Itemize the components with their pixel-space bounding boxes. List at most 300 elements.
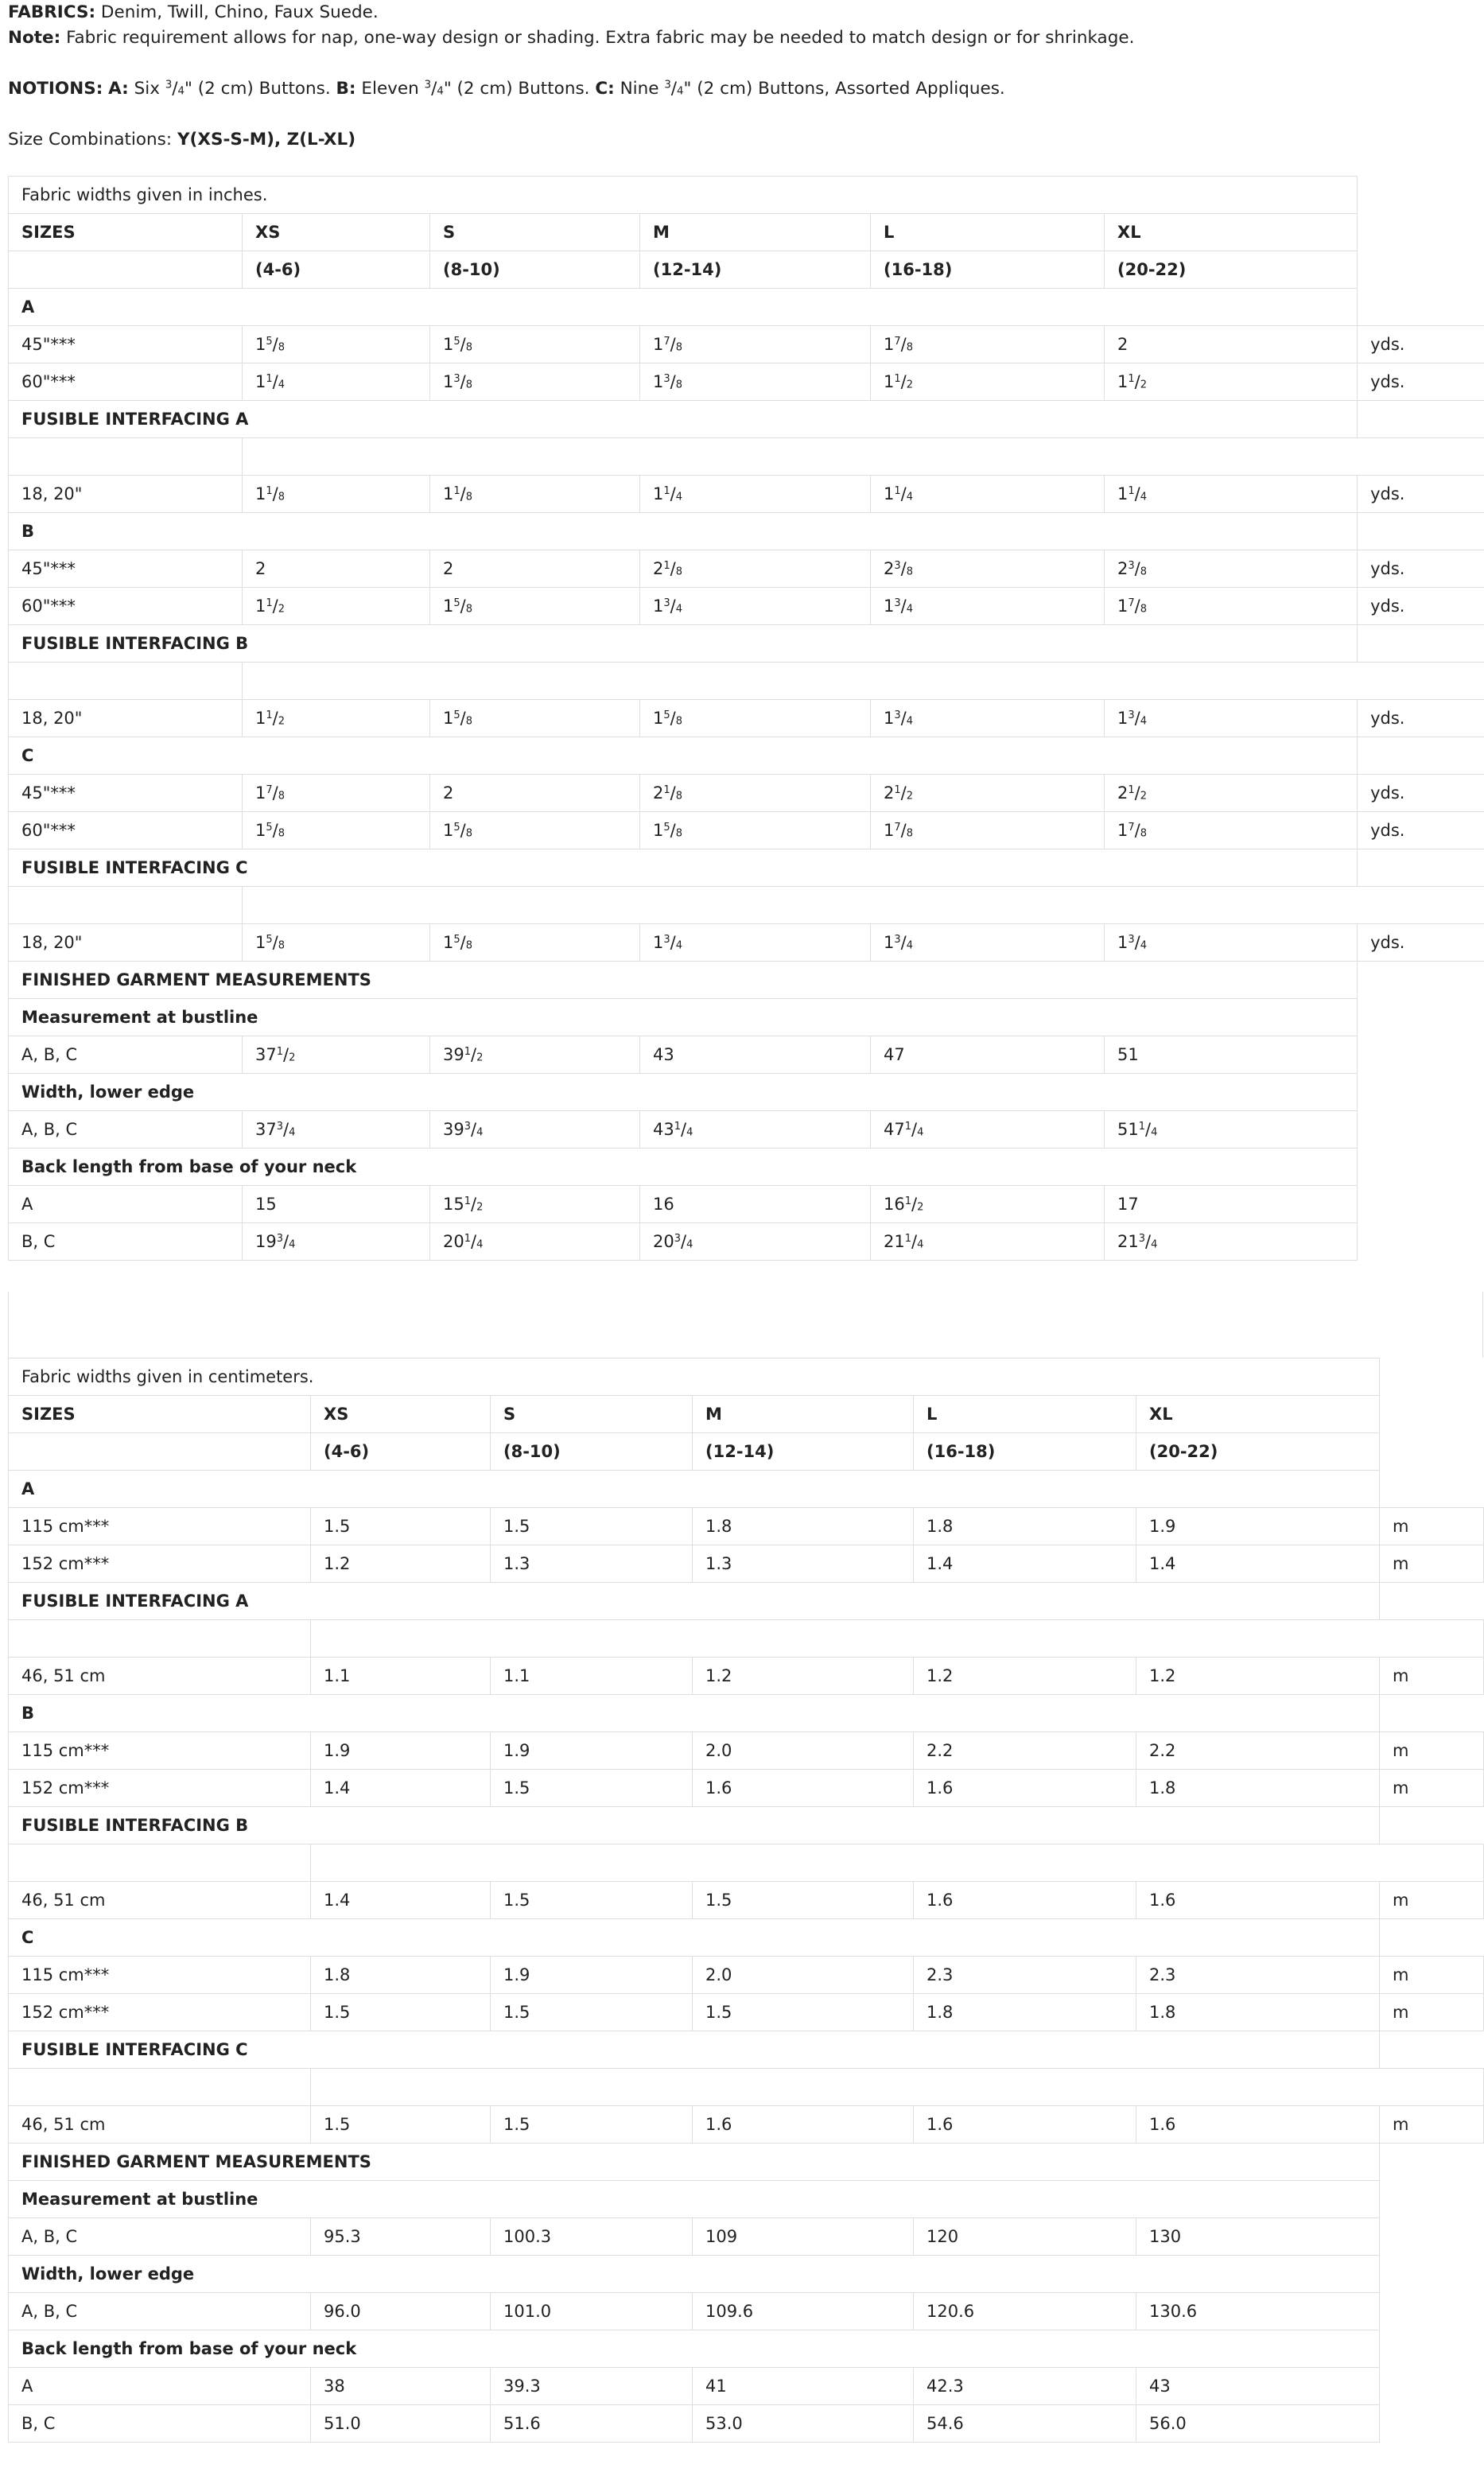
section-heading: Back length from base of your neck bbox=[9, 1149, 1358, 1186]
section-row bbox=[9, 2256, 1484, 2293]
size-header-m: M bbox=[640, 214, 871, 251]
cell-xl: 2.3 bbox=[1136, 1957, 1380, 1994]
cell-m: $1^5/_8$ bbox=[640, 812, 871, 849]
cell-l: 54.6 bbox=[914, 2405, 1136, 2443]
cell-s: 39.3 bbox=[491, 2368, 693, 2405]
cell-m: 1.5 bbox=[693, 1994, 914, 2031]
table-row bbox=[9, 326, 1484, 363]
cell-xl: $51^1/_4$ bbox=[1105, 1111, 1358, 1149]
cell-row-label: 45"*** bbox=[9, 550, 243, 588]
cell-row-label: B, C bbox=[9, 1223, 243, 1261]
cell-l: 42.3 bbox=[914, 2368, 1136, 2405]
cell-row-label: 152 cm*** bbox=[9, 1545, 311, 1583]
cell-row-label: 115 cm*** bbox=[9, 1957, 311, 1994]
cell-xs: 1.2 bbox=[311, 1545, 491, 1583]
section-heading: FINISHED GARMENT MEASUREMENTS bbox=[9, 962, 1358, 999]
empty-cell bbox=[1358, 214, 1484, 251]
cell-m: 109 bbox=[693, 2218, 914, 2256]
section-heading: FUSIBLE INTERFACING A bbox=[9, 1583, 1380, 1620]
cell-s: $1^1/_8$ bbox=[430, 476, 640, 513]
cell-l: 2.2 bbox=[914, 1732, 1136, 1770]
cell-xl: $1^1/_2$ bbox=[1105, 363, 1358, 401]
cell-s: $20^1/_4$ bbox=[430, 1223, 640, 1261]
notion-a-text: Six $^3/_4$" (2 cm) Buttons. bbox=[134, 79, 331, 99]
cell-row-label: 45"*** bbox=[9, 775, 243, 812]
empty-cell bbox=[1358, 962, 1484, 999]
section-row bbox=[9, 1074, 1484, 1111]
section-heading: FINISHED GARMENT MEASUREMENTS bbox=[9, 2144, 1380, 2181]
cell-xs: 1.5 bbox=[311, 1994, 491, 2031]
section-row bbox=[9, 1471, 1484, 1508]
unit-cell: m bbox=[1380, 1508, 1484, 1545]
cell-xl: 1.9 bbox=[1136, 1508, 1380, 1545]
cell-xs: 1.5 bbox=[311, 2106, 491, 2144]
size-header-s: S bbox=[491, 1396, 693, 1433]
cell-s: 2 bbox=[430, 550, 640, 588]
note-text: Fabric requirement allows for nap, one-way design or shading. Extra fabric may be needed to match design or for shrinkage. bbox=[66, 28, 1135, 48]
measurement-row bbox=[9, 1186, 1484, 1223]
cell-xs: $1^5/_8$ bbox=[243, 924, 430, 962]
size-header-row bbox=[9, 1396, 1484, 1433]
cell-xs: $19^3/_4$ bbox=[243, 1223, 430, 1261]
cell-xs: $1^1/_2$ bbox=[243, 700, 430, 737]
empty-cell bbox=[1358, 1186, 1484, 1223]
cell-l: $1^3/_4$ bbox=[871, 588, 1105, 625]
cell-l: $1^1/_2$ bbox=[871, 363, 1105, 401]
notion-b-text: Eleven $^3/_4$" (2 cm) Buttons. bbox=[361, 79, 590, 99]
section-row bbox=[9, 2031, 1484, 2069]
empty-cell bbox=[311, 1620, 1484, 1658]
fabrics-text: Denim, Twill, Chino, Faux Suede. bbox=[100, 2, 379, 22]
cell-xl: 43 bbox=[1136, 2368, 1380, 2405]
empty-cell bbox=[1380, 1695, 1484, 1732]
cell-s: 1.9 bbox=[491, 1732, 693, 1770]
unit-cell: m bbox=[1380, 1957, 1484, 1994]
empty-cell bbox=[1380, 1358, 1484, 1396]
cell-xl: $2^1/_2$ bbox=[1105, 775, 1358, 812]
unit-cell: m bbox=[1380, 1994, 1484, 2031]
empty-cell bbox=[1358, 251, 1484, 289]
cell-xl: $1^7/_8$ bbox=[1105, 588, 1358, 625]
cell-xs: $1^1/_8$ bbox=[243, 476, 430, 513]
cell-xs: $37^1/_2$ bbox=[243, 1036, 430, 1074]
table-row bbox=[9, 1994, 1484, 2031]
cell-m: $1^1/_4$ bbox=[640, 476, 871, 513]
measurement-row bbox=[9, 2405, 1484, 2443]
cell-xs: $1^1/_4$ bbox=[243, 363, 430, 401]
size-header-xs: XS bbox=[243, 214, 430, 251]
cell-m: $1^3/_4$ bbox=[640, 588, 871, 625]
blank-row bbox=[9, 1620, 1484, 1658]
cell-s: 100.3 bbox=[491, 2218, 693, 2256]
blank-row bbox=[9, 2069, 1484, 2106]
cell-m: 1.6 bbox=[693, 1770, 914, 1807]
section-heading: Back length from base of your neck bbox=[9, 2330, 1380, 2368]
unit-cell: m bbox=[1380, 1770, 1484, 1807]
cell-row-label: 152 cm*** bbox=[9, 1994, 311, 2031]
cell-row-label: 115 cm*** bbox=[9, 1732, 311, 1770]
cell-row-label: 152 cm*** bbox=[9, 1770, 311, 1807]
empty-cell bbox=[1380, 1919, 1484, 1957]
size-header-row bbox=[9, 1433, 1484, 1471]
table-row bbox=[9, 1770, 1484, 1807]
cell-row-label: A, B, C bbox=[9, 2218, 311, 2256]
cell-s: $39^3/_4$ bbox=[430, 1111, 640, 1149]
cell-l: $16^1/_2$ bbox=[871, 1186, 1105, 1223]
empty-cell bbox=[1380, 1471, 1484, 1508]
empty-cell bbox=[1380, 2181, 1484, 2218]
measurement-row bbox=[9, 1036, 1484, 1074]
yardage-table-centimeters bbox=[8, 1358, 1484, 2443]
empty-cell bbox=[9, 1620, 311, 1658]
table-row bbox=[9, 363, 1484, 401]
cell-xs: $1^1/_2$ bbox=[243, 588, 430, 625]
section-row bbox=[9, 1583, 1484, 1620]
cell-l: 1.6 bbox=[914, 1770, 1136, 1807]
cell-xl: 1.6 bbox=[1136, 1882, 1380, 1919]
section-heading: FUSIBLE INTERFACING A bbox=[9, 401, 1358, 438]
empty-cell bbox=[1358, 849, 1484, 887]
empty-cell bbox=[1358, 1223, 1484, 1261]
cell-xs: 95.3 bbox=[311, 2218, 491, 2256]
unit-cell: yds. bbox=[1358, 775, 1484, 812]
empty-cell bbox=[1380, 1807, 1484, 1844]
cell-m: 43 bbox=[640, 1036, 871, 1074]
cell-l: $1^3/_4$ bbox=[871, 700, 1105, 737]
size-header-m: (12-14) bbox=[640, 251, 871, 289]
table-row bbox=[9, 1732, 1484, 1770]
section-heading: C bbox=[9, 1919, 1380, 1957]
empty-cell bbox=[1380, 1396, 1484, 1433]
empty-cell bbox=[1380, 2405, 1484, 2443]
size-combinations-label: Size Combinations: bbox=[8, 130, 173, 150]
cell-xl: $1^7/_8$ bbox=[1105, 812, 1358, 849]
section-heading: C bbox=[9, 737, 1358, 775]
table-row bbox=[9, 1545, 1484, 1583]
size-header-row bbox=[9, 214, 1484, 251]
table-separator bbox=[8, 1292, 1483, 1358]
section-row bbox=[9, 289, 1484, 326]
unit-cell: yds. bbox=[1358, 476, 1484, 513]
table-row bbox=[9, 2106, 1484, 2144]
section-heading: FUSIBLE INTERFACING C bbox=[9, 849, 1358, 887]
section-row bbox=[9, 1695, 1484, 1732]
cell-row-label: 18, 20" bbox=[9, 924, 243, 962]
empty-cell bbox=[1358, 1149, 1484, 1186]
section-heading: A bbox=[9, 289, 1358, 326]
empty-cell bbox=[9, 2069, 311, 2106]
empty-cell bbox=[1380, 2031, 1484, 2069]
cell-m: $1^7/_8$ bbox=[640, 326, 871, 363]
cell-xl: 51 bbox=[1105, 1036, 1358, 1074]
cell-m: $1^3/_4$ bbox=[640, 924, 871, 962]
blank-row bbox=[9, 887, 1484, 924]
size-header-l: (16-18) bbox=[914, 1433, 1136, 1471]
empty-cell bbox=[1380, 2368, 1484, 2405]
cell-m: $1^3/_8$ bbox=[640, 363, 871, 401]
empty-cell bbox=[1380, 2144, 1484, 2181]
unit-cell: m bbox=[1380, 1545, 1484, 1583]
empty-cell bbox=[1358, 625, 1484, 663]
cell-row-label: 46, 51 cm bbox=[9, 2106, 311, 2144]
empty-cell bbox=[1358, 401, 1484, 438]
note-line bbox=[8, 25, 1471, 51]
size-header-row-label bbox=[9, 1433, 311, 1471]
size-header-xl: (20-22) bbox=[1136, 1433, 1380, 1471]
cell-xl: 1.8 bbox=[1136, 1994, 1380, 2031]
section-heading: B bbox=[9, 513, 1358, 550]
empty-cell bbox=[1358, 1111, 1484, 1149]
cell-m: 2.0 bbox=[693, 1732, 914, 1770]
section-row bbox=[9, 737, 1484, 775]
measurement-row bbox=[9, 1111, 1484, 1149]
cell-s: $1^5/_8$ bbox=[430, 588, 640, 625]
unit-cell: yds. bbox=[1358, 326, 1484, 363]
cell-m: $2^1/_8$ bbox=[640, 550, 871, 588]
empty-cell bbox=[1380, 2256, 1484, 2293]
cell-row-label: 46, 51 cm bbox=[9, 1658, 311, 1695]
cell-row-label: 60"*** bbox=[9, 588, 243, 625]
size-header-xs: (4-6) bbox=[311, 1433, 491, 1471]
table-row bbox=[9, 550, 1484, 588]
measurement-row bbox=[9, 2293, 1484, 2330]
cell-l: 1.8 bbox=[914, 1508, 1136, 1545]
cell-xs: 1.5 bbox=[311, 1508, 491, 1545]
cell-row-label: 46, 51 cm bbox=[9, 1882, 311, 1919]
unit-cell: m bbox=[1380, 1658, 1484, 1695]
cell-xs: $37^3/_4$ bbox=[243, 1111, 430, 1149]
fabrics-label: FABRICS: bbox=[8, 2, 96, 22]
size-header-row-label: SIZES bbox=[9, 1396, 311, 1433]
cell-l: $21^1/_4$ bbox=[871, 1223, 1105, 1261]
measurement-row bbox=[9, 2218, 1484, 2256]
size-header-s: (8-10) bbox=[491, 1433, 693, 1471]
section-heading: FUSIBLE INTERFACING B bbox=[9, 1807, 1380, 1844]
size-header-row bbox=[9, 251, 1484, 289]
cell-s: 1.5 bbox=[491, 1882, 693, 1919]
unit-cell: yds. bbox=[1358, 550, 1484, 588]
cell-xl: 2 bbox=[1105, 326, 1358, 363]
measurement-row bbox=[9, 2368, 1484, 2405]
empty-cell bbox=[1380, 1583, 1484, 1620]
size-header-m: (12-14) bbox=[693, 1433, 914, 1471]
cell-xl: 1.6 bbox=[1136, 2106, 1380, 2144]
cell-s: 1.5 bbox=[491, 1770, 693, 1807]
cell-xl: $1^3/_4$ bbox=[1105, 924, 1358, 962]
cell-xs: $1^5/_8$ bbox=[243, 326, 430, 363]
caption-row bbox=[9, 177, 1484, 214]
caption-row bbox=[9, 1358, 1484, 1396]
empty-cell bbox=[1358, 737, 1484, 775]
unit-cell: yds. bbox=[1358, 588, 1484, 625]
measurement-row bbox=[9, 1223, 1484, 1261]
cell-xs: 1.9 bbox=[311, 1732, 491, 1770]
cell-s: 1.5 bbox=[491, 1994, 693, 2031]
size-header-xs: (4-6) bbox=[243, 251, 430, 289]
size-header-row-label: SIZES bbox=[9, 214, 243, 251]
unit-cell: yds. bbox=[1358, 812, 1484, 849]
notion-c-text: Nine $^3/_4$" (2 cm) Buttons, Assorted Appliques. bbox=[620, 79, 1005, 99]
cell-xl: 56.0 bbox=[1136, 2405, 1380, 2443]
section-row bbox=[9, 625, 1484, 663]
cell-m: 1.5 bbox=[693, 1882, 914, 1919]
cell-l: 1.2 bbox=[914, 1658, 1136, 1695]
empty-cell bbox=[1358, 999, 1484, 1036]
cell-xs: 1.4 bbox=[311, 1770, 491, 1807]
unit-cell: yds. bbox=[1358, 363, 1484, 401]
note-label: Note: bbox=[8, 28, 61, 48]
cell-l: $2^3/_8$ bbox=[871, 550, 1105, 588]
empty-cell bbox=[243, 887, 1484, 924]
empty-cell bbox=[1358, 177, 1484, 214]
notion-a-label: A: bbox=[108, 79, 129, 99]
cell-row-label: A, B, C bbox=[9, 2293, 311, 2330]
cell-row-label: A bbox=[9, 2368, 311, 2405]
section-row bbox=[9, 1919, 1484, 1957]
empty-cell bbox=[1358, 1036, 1484, 1074]
table-row bbox=[9, 1957, 1484, 1994]
cell-s: $1^5/_8$ bbox=[430, 812, 640, 849]
cell-xl: 1.8 bbox=[1136, 1770, 1380, 1807]
size-header-xl: XL bbox=[1105, 214, 1358, 251]
table-row bbox=[9, 476, 1484, 513]
table-row bbox=[9, 924, 1484, 962]
empty-cell bbox=[311, 2069, 1484, 2106]
cell-xs: 96.0 bbox=[311, 2293, 491, 2330]
section-row bbox=[9, 1807, 1484, 1844]
cell-row-label: A, B, C bbox=[9, 1111, 243, 1149]
section-row bbox=[9, 2181, 1484, 2218]
cell-l: $1^7/_8$ bbox=[871, 812, 1105, 849]
empty-cell bbox=[1380, 2218, 1484, 2256]
table-row bbox=[9, 1882, 1484, 1919]
cell-m: 109.6 bbox=[693, 2293, 914, 2330]
table-row bbox=[9, 1508, 1484, 1545]
cell-row-label: 115 cm*** bbox=[9, 1508, 311, 1545]
cell-l: $1^1/_4$ bbox=[871, 476, 1105, 513]
cell-s: 2 bbox=[430, 775, 640, 812]
cell-row-label: A, B, C bbox=[9, 1036, 243, 1074]
cell-s: 101.0 bbox=[491, 2293, 693, 2330]
cell-xl: $2^3/_8$ bbox=[1105, 550, 1358, 588]
table-row bbox=[9, 1658, 1484, 1695]
section-heading: Measurement at bustline bbox=[9, 999, 1358, 1036]
cell-s: 1.5 bbox=[491, 2106, 693, 2144]
cell-xs: $1^5/_8$ bbox=[243, 812, 430, 849]
cell-xs: 15 bbox=[243, 1186, 430, 1223]
empty-cell bbox=[1358, 513, 1484, 550]
cell-l: 1.4 bbox=[914, 1545, 1136, 1583]
cell-s: 1.1 bbox=[491, 1658, 693, 1695]
section-row bbox=[9, 401, 1484, 438]
section-heading: A bbox=[9, 1471, 1380, 1508]
cell-row-label: 18, 20" bbox=[9, 700, 243, 737]
cell-s: $1^3/_8$ bbox=[430, 363, 640, 401]
cell-m: $20^3/_4$ bbox=[640, 1223, 871, 1261]
blank-row bbox=[9, 438, 1484, 476]
size-combinations-value: Y(XS-S-M), Z(L-XL) bbox=[177, 130, 356, 150]
notion-c-label: C: bbox=[595, 79, 615, 99]
size-header-row-label bbox=[9, 251, 243, 289]
table-row bbox=[9, 775, 1484, 812]
empty-cell bbox=[1380, 2330, 1484, 2368]
empty-cell bbox=[243, 438, 1484, 476]
section-heading: Width, lower edge bbox=[9, 2256, 1380, 2293]
cell-m: 41 bbox=[693, 2368, 914, 2405]
cell-xs: 1.4 bbox=[311, 1882, 491, 1919]
section-row bbox=[9, 1149, 1484, 1186]
table-row bbox=[9, 700, 1484, 737]
cell-s: 1.5 bbox=[491, 1508, 693, 1545]
cell-m: $2^1/_8$ bbox=[640, 775, 871, 812]
cell-xs: $1^7/_8$ bbox=[243, 775, 430, 812]
cell-s: $1^5/_8$ bbox=[430, 326, 640, 363]
cell-m: 53.0 bbox=[693, 2405, 914, 2443]
cell-m: $1^5/_8$ bbox=[640, 700, 871, 737]
cell-row-label: B, C bbox=[9, 2405, 311, 2443]
cell-l: 2.3 bbox=[914, 1957, 1136, 1994]
table-row bbox=[9, 812, 1484, 849]
cell-xs: 2 bbox=[243, 550, 430, 588]
cell-l: 120 bbox=[914, 2218, 1136, 2256]
cell-xs: 1.8 bbox=[311, 1957, 491, 1994]
cell-l: 1.6 bbox=[914, 2106, 1136, 2144]
cell-s: 51.6 bbox=[491, 2405, 693, 2443]
cell-m: 16 bbox=[640, 1186, 871, 1223]
empty-cell bbox=[1358, 289, 1484, 326]
cell-row-label: 18, 20" bbox=[9, 476, 243, 513]
cell-s: $1^5/_8$ bbox=[430, 700, 640, 737]
size-header-l: L bbox=[871, 214, 1105, 251]
section-heading: Measurement at bustline bbox=[9, 2181, 1380, 2218]
size-header-l: (16-18) bbox=[871, 251, 1105, 289]
cell-row-label: 45"*** bbox=[9, 326, 243, 363]
table-row bbox=[9, 588, 1484, 625]
empty-cell bbox=[1380, 2293, 1484, 2330]
cell-xl: 17 bbox=[1105, 1186, 1358, 1223]
cell-row-label: A bbox=[9, 1186, 243, 1223]
section-row bbox=[9, 962, 1484, 999]
cell-m: 1.2 bbox=[693, 1658, 914, 1695]
empty-cell bbox=[243, 663, 1484, 700]
section-heading: FUSIBLE INTERFACING C bbox=[9, 2031, 1380, 2069]
cell-s: $1^5/_8$ bbox=[430, 924, 640, 962]
size-header-xl: XL bbox=[1136, 1396, 1380, 1433]
size-header-l: L bbox=[914, 1396, 1136, 1433]
empty-cell bbox=[1358, 1074, 1484, 1111]
cell-m: $43^1/_4$ bbox=[640, 1111, 871, 1149]
cell-s: 1.9 bbox=[491, 1957, 693, 1994]
fabrics-line bbox=[8, 0, 1471, 25]
yardage-table-inches bbox=[8, 176, 1484, 1261]
cell-l: 120.6 bbox=[914, 2293, 1136, 2330]
size-header-xl: (20-22) bbox=[1105, 251, 1358, 289]
section-row bbox=[9, 513, 1484, 550]
section-row bbox=[9, 849, 1484, 887]
size-header-xs: XS bbox=[311, 1396, 491, 1433]
empty-cell bbox=[9, 887, 243, 924]
size-combinations-line bbox=[8, 127, 1471, 153]
cell-xl: $1^1/_4$ bbox=[1105, 476, 1358, 513]
notions-line bbox=[8, 76, 1471, 102]
unit-cell: m bbox=[1380, 1882, 1484, 1919]
cell-s: $15^1/_2$ bbox=[430, 1186, 640, 1223]
cell-xl: 2.2 bbox=[1136, 1732, 1380, 1770]
section-heading: B bbox=[9, 1695, 1380, 1732]
notion-b-label: B: bbox=[336, 79, 356, 99]
empty-cell bbox=[9, 1844, 311, 1882]
empty-cell bbox=[9, 663, 243, 700]
